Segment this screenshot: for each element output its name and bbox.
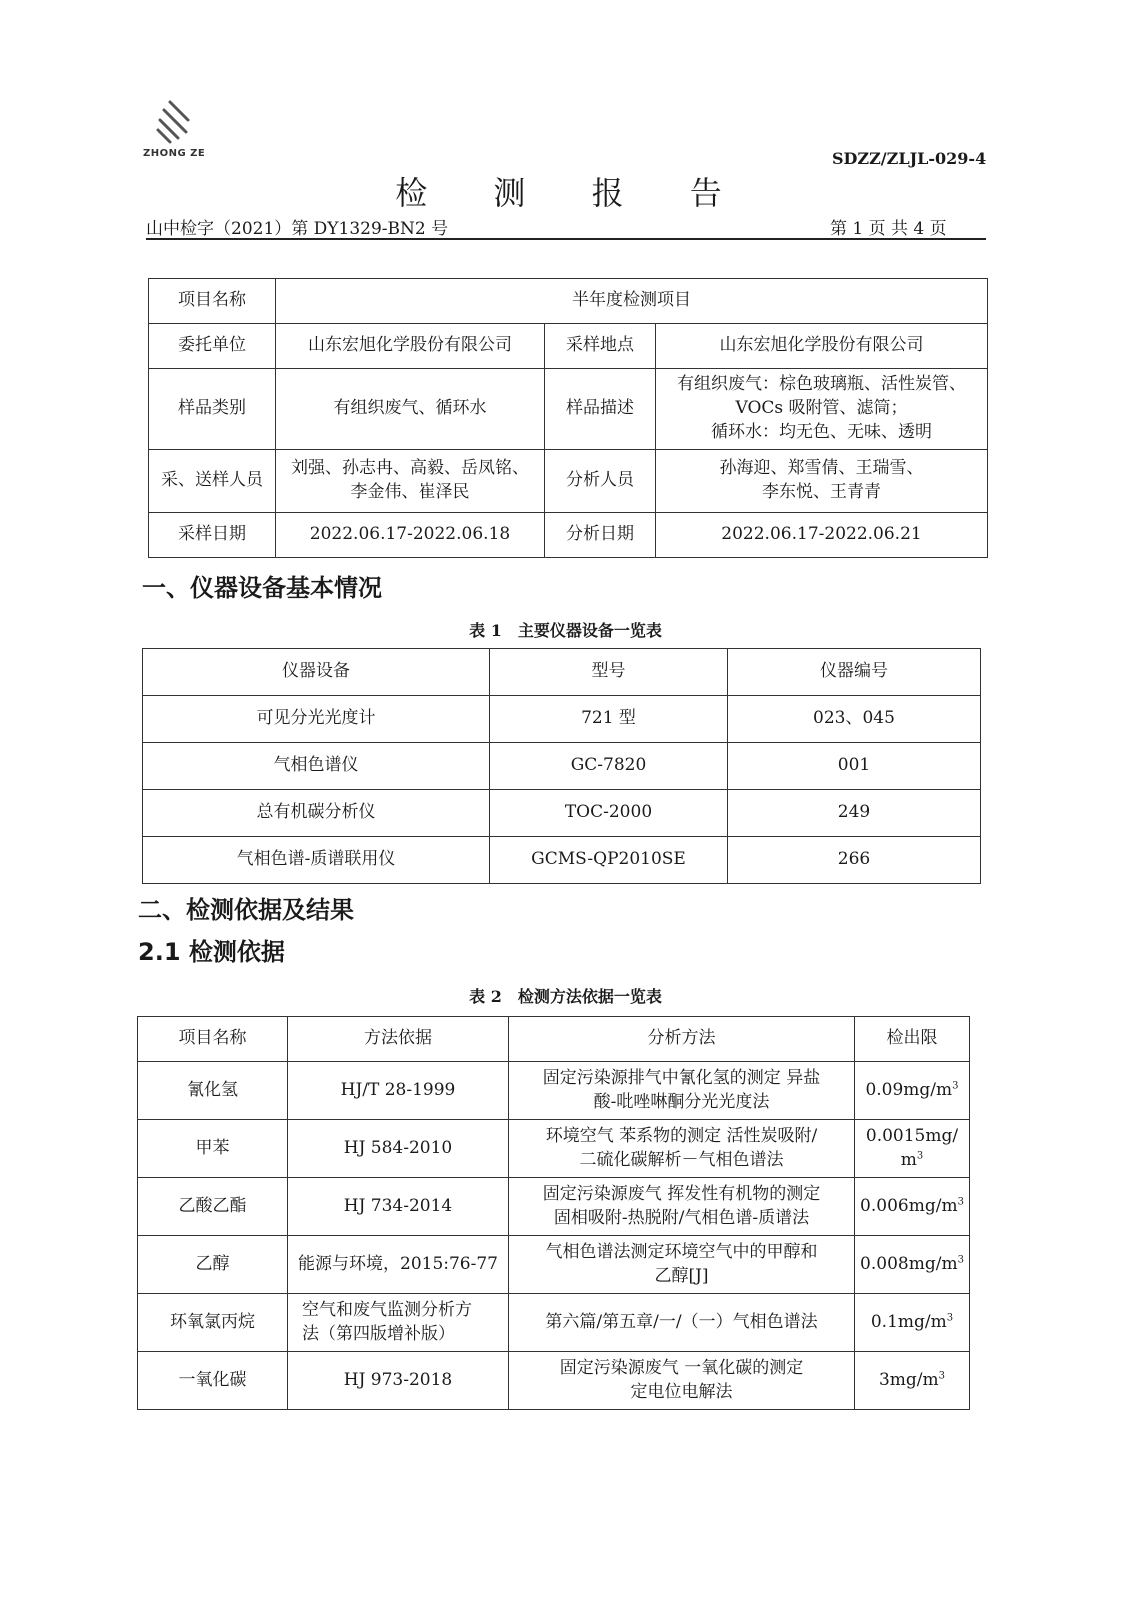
limit-exponent: 3 [946,1311,954,1323]
detection-limit [855,1062,970,1120]
table-header-row [143,649,981,696]
method-line: 定电位电解法 [630,1381,733,1402]
detection-limit [855,1352,970,1410]
header-divider [146,238,986,240]
table-row [143,743,981,790]
item-name: 环氧氯丙烷 [138,1294,288,1352]
analysis-method [509,1120,855,1178]
method-line: 第六篇/第五章/一/（一）气相色谱法 [545,1311,818,1332]
method-line: 固定污染源废气 挥发性有机物的测定 [542,1183,821,1204]
column-header: 方法依据 [288,1017,509,1062]
instrument-id: 023、045 [728,696,981,743]
table-row [143,790,981,837]
section-heading-1: 一、仪器设备基本情况 [142,574,382,602]
table-row [149,324,988,369]
instrument-id: 001 [728,743,981,790]
method-table [137,1016,970,1410]
detection-limit [855,1178,970,1236]
section-heading-2: 二、检测依据及结果 [138,896,354,924]
limit-exponent: 3 [957,1253,964,1265]
item-name: 一氧化碳 [138,1352,288,1410]
subsection-heading-2-1: 2.1 检测依据 [138,938,285,966]
desc-line: VOCs 吸附管、滤筒； [735,398,908,419]
item-name: 甲苯 [138,1120,288,1178]
analyst-line: 李东悦、王青青 [762,482,882,502]
instrument-model: GCMS-QP2010SE [490,837,728,884]
item-name: 乙酸乙酯 [138,1178,288,1236]
method-basis: 能源与环境，2015:76-77 [288,1236,509,1294]
limit-value: 0.006mg/m [860,1195,958,1216]
report-number: 山中检字（2021）第 DY1329-BN2 号 [146,219,449,239]
limit-value: 3mg/m [878,1369,939,1390]
column-header: 分析方法 [509,1017,855,1062]
sampler-value [276,450,545,513]
table-row [143,696,981,743]
item-name: 乙醇 [138,1236,288,1294]
desc-line: 循环水：均无色、无味、透明 [711,421,933,442]
analysis-method [509,1178,855,1236]
analysis-method [509,1236,855,1294]
instrument-id: 249 [728,790,981,837]
page-number: 第 1 页 共 4 页 [830,219,947,239]
analysis-method [509,1062,855,1120]
category-value: 有组织废气、循环水 [276,369,545,450]
limit-exponent: 3 [957,1195,964,1207]
column-header: 项目名称 [138,1017,288,1062]
limit-value: 0.09mg/m [865,1079,953,1100]
table-row [149,513,988,558]
analyst-value [656,450,988,513]
analysis-date-label: 分析日期 [545,513,656,558]
table-row [138,1352,970,1410]
instrument-name: 气相色谱仪 [143,743,490,790]
page-title: 检 测 报 告 [395,174,750,212]
table-row [138,1236,970,1294]
table-row [138,1120,970,1178]
method-line: 气相色谱法测定环境空气中的甲醇和 [545,1241,818,1262]
limit-value-unit: m [900,1149,917,1170]
instrument-model: TOC-2000 [490,790,728,837]
column-header: 检出限 [855,1017,970,1062]
table-row [149,450,988,513]
table-row [138,1178,970,1236]
limit-value: 0.0015mg/ [865,1125,959,1146]
analysis-method [509,1352,855,1410]
desc-label: 样品描述 [545,369,656,450]
instrument-model: GC-7820 [490,743,728,790]
instrument-name: 气相色谱-质谱联用仪 [143,837,490,884]
table-2-caption: 表 2 检测方法依据一览表 [469,987,662,1006]
limit-exponent: 3 [952,1079,959,1091]
project-info-table [148,278,988,558]
method-basis [288,1294,509,1352]
instrument-name: 总有机碳分析仪 [143,790,490,837]
analyst-label: 分析人员 [545,450,656,513]
analyst-line: 孙海迎、郑雪倩、王瑞雪、 [719,458,924,479]
method-line: 二硫化碳解析－气相色谱法 [579,1149,784,1170]
column-header: 仪器编号 [728,649,981,696]
method-line: 酸-吡唑啉酮分光光度法 [593,1091,770,1112]
method-basis: HJ 734-2014 [288,1178,509,1236]
basis-line: 空气和废气监测分析方 [302,1299,472,1320]
table-row [138,1062,970,1120]
site-label: 采样地点 [545,324,656,369]
limit-exponent: 3 [938,1369,946,1381]
limit-value: 0.1mg/m [870,1311,947,1332]
table-1-caption: 表 1 主要仪器设备一览表 [469,621,662,640]
instrument-name: 可见分光光度计 [143,696,490,743]
instrument-model: 721 型 [490,696,728,743]
table-row [149,369,988,450]
sampler-line: 李金伟、崔泽民 [350,482,470,502]
method-line: 环境空气 苯系物的测定 活性炭吸附/ [545,1125,818,1146]
method-basis: HJ/T 28-1999 [288,1062,509,1120]
project-value: 半年度检测项目 [276,279,988,324]
detection-limit [855,1294,970,1352]
method-basis: HJ 973-2018 [288,1352,509,1410]
logo-text: ZHONG ZE [143,148,206,159]
client-label: 委托单位 [149,324,276,369]
table-row [143,837,981,884]
method-basis: HJ 584-2010 [288,1120,509,1178]
column-header: 仪器设备 [143,649,490,696]
table-header-row [138,1017,970,1062]
column-header: 型号 [490,649,728,696]
limit-exponent: 3 [916,1149,924,1161]
analysis-method [509,1294,855,1352]
detection-limit [855,1236,970,1294]
sampler-label: 采、送样人员 [149,450,276,513]
analysis-date-value: 2022.06.17-2022.06.21 [656,513,988,558]
sample-date-value: 2022.06.17-2022.06.18 [276,513,545,558]
method-line: 固定污染源废气 一氧化碳的测定 [559,1357,804,1378]
item-name: 氰化氢 [138,1062,288,1120]
table-row [149,279,988,324]
basis-line: 法（第四版增补版） [302,1323,455,1344]
client-value: 山东宏旭化学股份有限公司 [276,324,545,369]
desc-line: 有组织废气：棕色玻璃瓶、活性炭管、 [677,374,967,395]
category-label: 样品类别 [149,369,276,450]
sample-date-label: 采样日期 [149,513,276,558]
sampler-line: 刘强、孙志冉、高毅、岳凤铭、 [291,458,529,479]
desc-value [656,369,988,450]
method-line: 乙醇[J] [654,1265,709,1286]
instrument-table [142,648,981,884]
site-value: 山东宏旭化学股份有限公司 [656,324,988,369]
detection-limit [855,1120,970,1178]
document-code: SDZZ/ZLJL-029-4 [832,149,987,168]
project-label: 项目名称 [149,279,276,324]
table-row [138,1294,970,1352]
method-line: 固定污染源排气中氰化氢的测定 异盐 [542,1067,821,1088]
limit-value: 0.008mg/m [860,1253,958,1274]
instrument-id: 266 [728,837,981,884]
method-line: 固相吸附-热脱附/气相色谱-质谱法 [553,1207,810,1228]
